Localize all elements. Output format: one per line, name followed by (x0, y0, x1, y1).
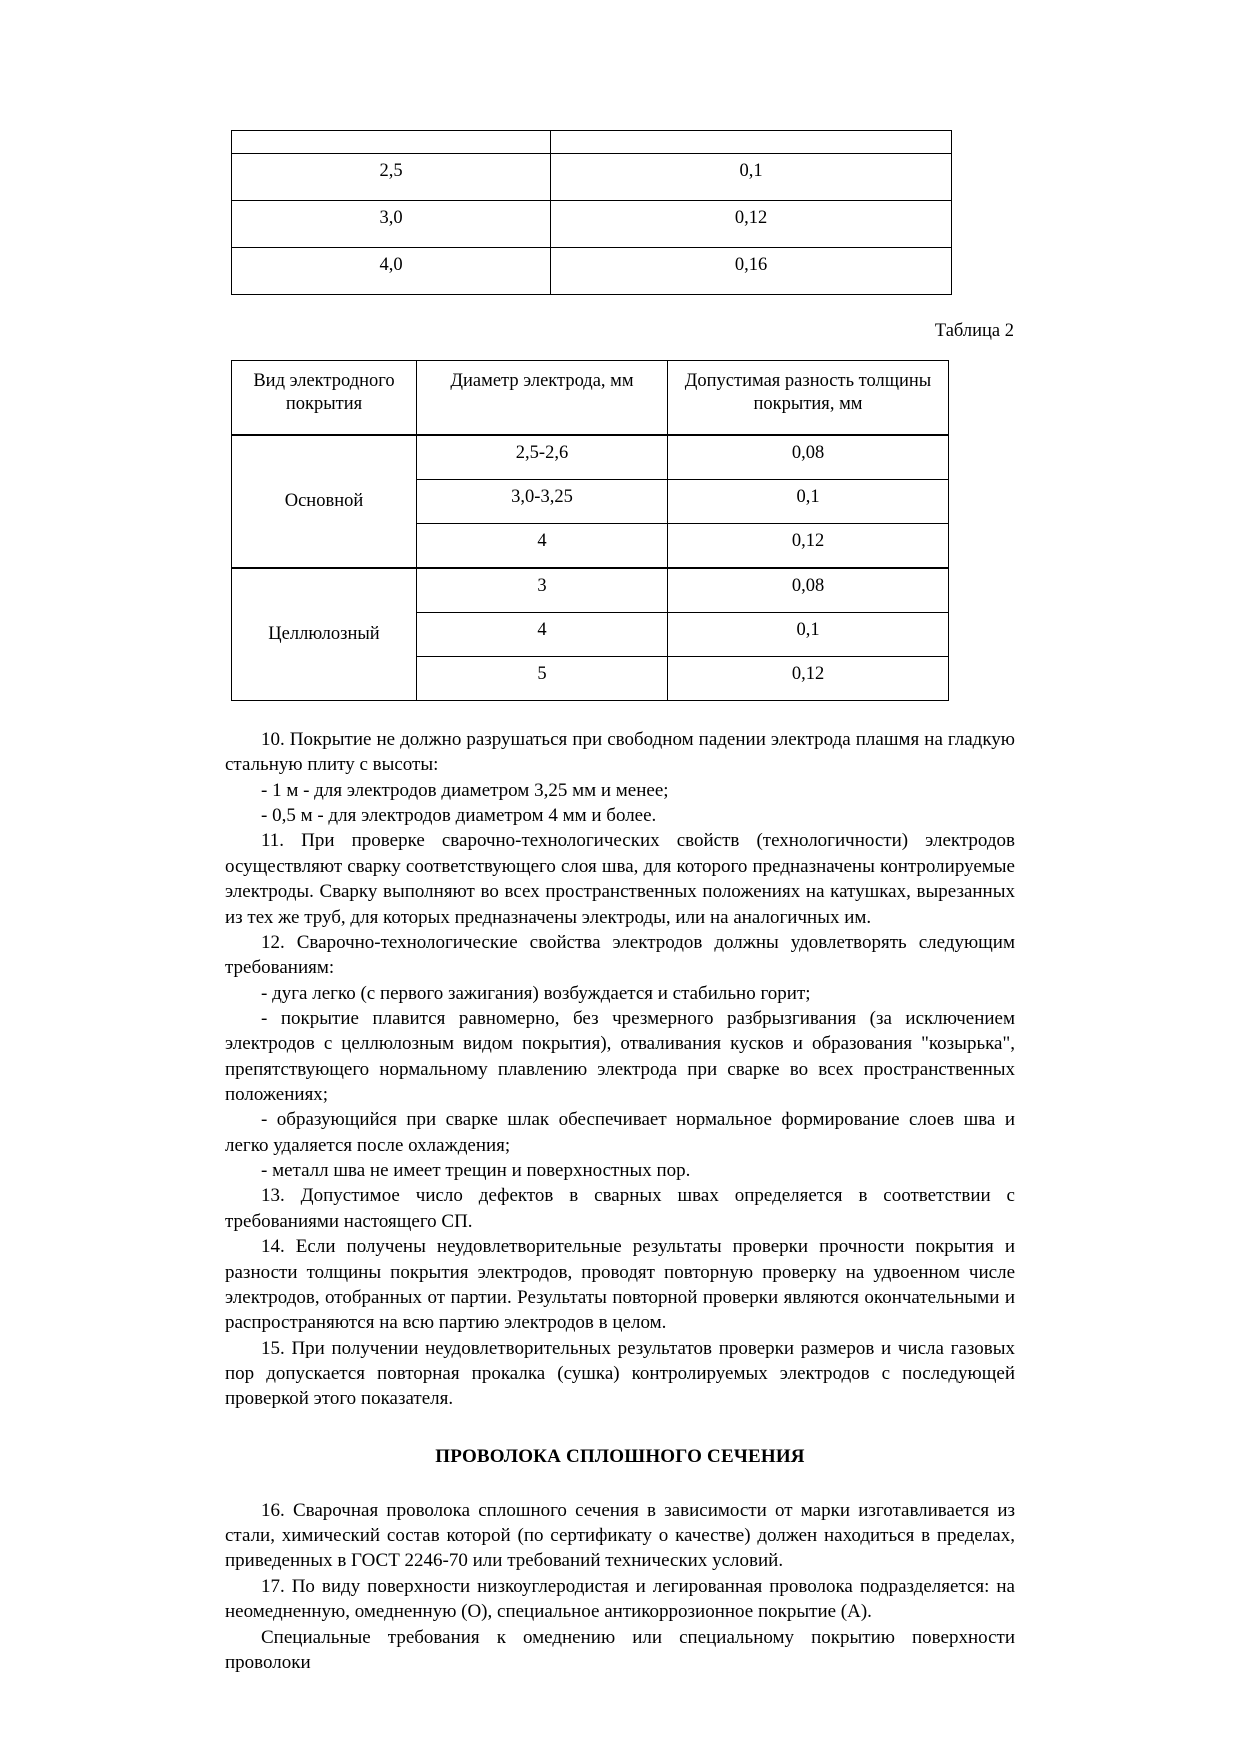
paragraph-11: 11. При проверке сварочно-технологических свойств (технологичности) электродов осуществляют сварку соответствующего слоя шва, для которого предназначены контролируемые электроды. Сварку выполняют во всех пространственных положениях на катушках, вырезанных из тех же труб, для которых предназначены электроды, или на аналогичных им. (225, 830, 1015, 928)
cell-tolerance: 0,1 (668, 480, 949, 524)
paragraph-12: 12. Сварочно-технологические свойства электродов должны удовлетворять следующим требованиям: (225, 931, 1015, 979)
cell-coating-type: Целлюлозный (232, 568, 417, 701)
cell-diameter: 2,5 (232, 154, 551, 201)
table-row (232, 435, 949, 480)
cell-diameter: 3 (417, 568, 668, 613)
page-content (225, 130, 1015, 1675)
cell-coating-type: Основной (232, 435, 417, 568)
cell-tolerance: 0,08 (668, 435, 949, 480)
cell-tolerance: 0,12 (668, 524, 949, 569)
header-thickness-difference: Допустимая разность толщины покрытия, мм (668, 361, 949, 436)
paragraph-10: 10. Покрытие не должно разрушаться при свободном падении электрода плашмя на гладкую стальную плиту с высоты: (225, 729, 1015, 776)
paragraph-12-item-c: - образующийся при сварке шлак обеспечивает нормальное формирование слоев шва и легко удаляется после охлаждения; (225, 1109, 1015, 1156)
table-row (232, 201, 952, 248)
table-2 (231, 360, 949, 701)
cell-tolerance: 0,12 (551, 201, 952, 248)
paragraph-10-item-a: - 1 м - для электродов диаметром 3,25 мм и менее; (261, 779, 669, 801)
paragraph-16: 16. Сварочная проволока сплошного сечения в зависимости от марки изготавливается из стали, химический состав которой (по сертификату о качестве) должен находиться в пределах, приведенных в ГОСТ 2246-70 или требований технических условий. (225, 1499, 1015, 1572)
paragraph-12-item-b: - покрытие плавится равномерно, без чрезмерного разбрызгивания (за исключением электродов с целлюлозным видом покрытия), отваливания кусков и образования "козырька", препятствующего нормальному плавлению электрода при сварке во всех пространственных положениях; (225, 1007, 1015, 1106)
cell-diameter: 3,0 (232, 201, 551, 248)
table-row (232, 248, 952, 295)
section-heading-wire: ПРОВОЛОКА СПЛОШНОГО СЕЧЕНИЯ (435, 1445, 805, 1467)
paragraph-12-item-d: - металл шва не имеет трещин и поверхностных пор. (261, 1160, 691, 1182)
cell-diameter: 5 (417, 657, 668, 701)
cell-diameter: 2,5-2,6 (417, 435, 668, 480)
cell-tolerance: 0,16 (551, 248, 952, 295)
header-coating-type: Вид электродного покрытия (232, 361, 417, 436)
header-electrode-diameter: Диаметр электрода, мм (417, 361, 668, 436)
cell-tolerance: 0,1 (668, 613, 949, 657)
table-header-row (232, 361, 949, 436)
paragraph-17: 17. По виду поверхности низкоуглеродистая и легированная проволока подразделяется: на неомедненную, омедненную (О), специальное антикоррозионное покрытие (А). (225, 1575, 1015, 1623)
cell-tolerance: 0,1 (551, 154, 952, 201)
table-continued-header-cell-1 (232, 131, 551, 154)
paragraph-14: 14. Если получены неудовлетворительные результаты проверки прочности покрытия и разности толщины покрытия электродов, проводят повторную проверку на удвоенном числе электродов, отобранных от партии. Результаты повторной проверки являются окончательными и распространяются на всю партию электродов в целом. (225, 1236, 1015, 1334)
paragraph-10-item-b: - 0,5 м - для электродов диаметром 4 мм и более. (261, 805, 657, 827)
table-row (232, 568, 949, 613)
table-continued (231, 130, 952, 295)
cell-tolerance: 0,12 (668, 657, 949, 701)
cell-diameter: 4,0 (232, 248, 551, 295)
table2-caption: Таблица 2 (934, 321, 1014, 341)
table-continued-header-cell-2 (551, 131, 952, 154)
table-row (232, 154, 952, 201)
body-text (225, 727, 1015, 1675)
paragraph-15: 15. При получении неудовлетворительных результатов проверки размеров и числа газовых пор допускается повторная прокалка (сушка) контролируемых электродов с последующей проверкой этого показателя. (225, 1337, 1015, 1410)
paragraph-18: Специальные требования к омеднению или специальному покрытию поверхности проволоки (225, 1626, 1015, 1673)
cell-diameter: 3,0-3,25 (417, 480, 668, 524)
paragraph-13: 13. Допустимое число дефектов в сварных швах определяется в соответствии с требованиями настоящего СП. (225, 1185, 1015, 1232)
table-row (232, 131, 952, 154)
paragraph-12-item-a: - дуга легко (с первого зажигания) возбуждается и стабильно горит; (261, 982, 811, 1004)
cell-diameter: 4 (417, 524, 668, 569)
cell-diameter: 4 (417, 613, 668, 657)
cell-tolerance: 0,08 (668, 568, 949, 613)
